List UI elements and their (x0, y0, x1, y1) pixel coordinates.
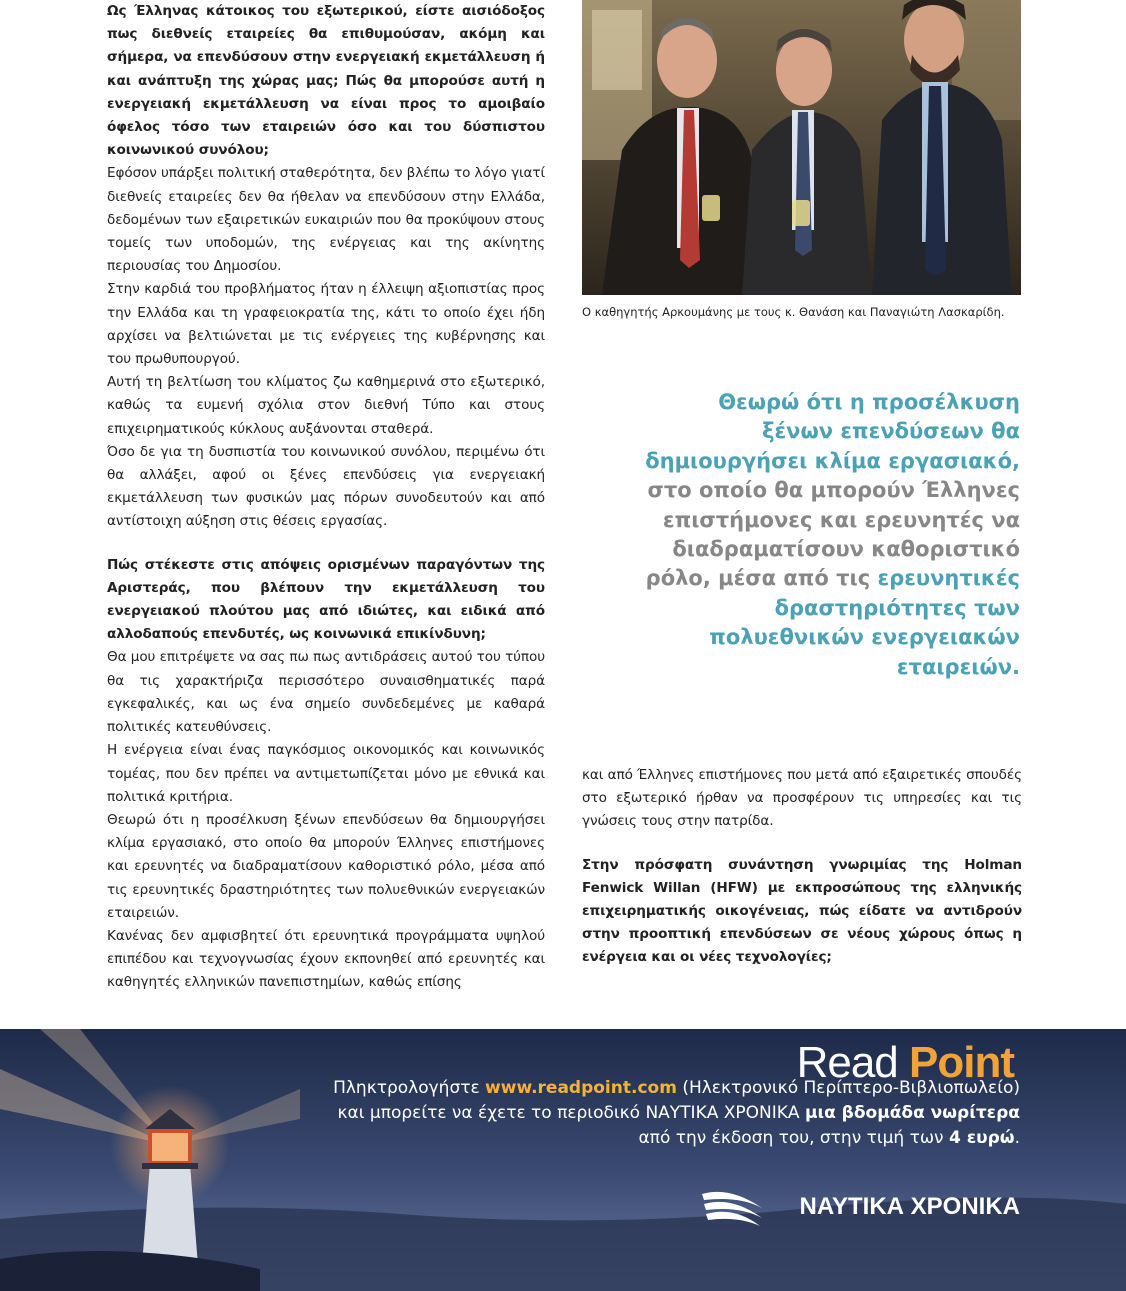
readpoint-url-link[interactable]: www.readpoint.com (485, 1078, 677, 1098)
photo-illustration (582, 0, 1021, 295)
logo-point: Point (909, 1038, 1014, 1087)
nautika-chronika-logo: ΝΑΥΤΙΚΑ ΧΡΟΝΙΚΑ (799, 1193, 1020, 1220)
answer-paragraph: Θεωρώ ότι η προσέλκυση ξένων επενδύσεων θα δημιουργήσει κλίμα εργασιακό, στο οποίο θα μπορούν Έλληνες επιστήμονες και ερευνητές να διαδραματίσουν καθοριστικό ρόλο, μέσα από τις ερευνητικές δραστηριότητες των πολυεθνικών ενεργειακών εταιρειών. (107, 811, 545, 921)
pull-quote (640, 388, 1020, 682)
ad-line-2: και μπορείτε να έχετε το περιοδικό ΝΑΥΤΙΚΑ ΧΡΟΝΙΚΑ μια βδομάδα νωρίτερα (337, 1103, 1020, 1123)
logo-read: Read (796, 1038, 898, 1087)
answer-paragraph: Αυτή τη βελτίωση του κλίματος ζω καθημερινά στο εξωτερικό, καθώς τα ευμενή σχόλια στον διεθνή Τύπο και στους επιχειρηματικούς κύκλους αυξάνονται σταθερά. (107, 374, 545, 437)
left-column (107, 0, 545, 995)
answer-paragraph: Όσο δε για τη δυσπιστία του κοινωνικού συνόλου, περιμένω ότι θα αλλάξει, αφού οι ξένες επενδύσεις για ενεργειακή εκμετάλλευση των φυσικών μας πόρων συνοδευτούν και από αντίστοιχη αύξηση στις θέσεις εργασίας. (107, 443, 545, 530)
answer-paragraph: Στην καρδιά του προβλήματος ήταν η έλλειψη αξιοπιστίας προς την Ελλάδα και τη γραφειοκρατία της, κάτι το οποίο έχει ήδη αρχίσει να βελτιώνεται με τις ενέργειες της κυβέρνησης και του πρωθυπουργού. (107, 281, 545, 368)
pull-quote-highlight: ερευνητικές δραστηριότητες των πολυεθνικών ενεργειακών εταιρειών. (709, 566, 1020, 679)
ad-copy (260, 1076, 1020, 1151)
pull-quote-text: στο οποίο θα μπορούν Έλληνες επιστήμονες και ερευνητές να διαδραματίσουν καθοριστικό ρόλο, μέσα από τις (645, 478, 1020, 591)
right-column (582, 764, 1022, 970)
answer-paragraph: Θα μου επιτρέψετε να σας πω πως αντιδράσεις αυτού του τύπου θα τις χαρακτήριζα περισσότερο συναισθηματικές παρά εγκεφαλικές, και ως ένα σημείο συνδεδεμένες με καθαρά πολιτικές κατευθύνσεις. (107, 649, 545, 736)
answer-paragraph: Κανένας δεν αμφισβητεί ότι ερευνητικά προγράμματα υψηλού επιπέδου και τεχνογνωσίας έχουν εκπονηθεί από ερευνητές και καθηγητές ελληνικών πανεπιστημίων, καθώς επίσης (107, 927, 545, 991)
answer-paragraph: Εφόσον υπάρξει πολιτική σταθερότητα, δεν βλέπω το λόγο γιατί διεθνείς εταιρείες δεν θα ήθελαν να επενδύσουν στην Ελλάδα, δεδομένων των εξαιρετικών ευκαιριών που θα προκύψουν στους τομείς των υποδομών, της ενέργειας και της ακίνητης περιουσίας του Δημοσίου. (107, 165, 545, 275)
answer-paragraph: και από Έλληνες επιστήμονες που μετά από εξαιρετικές σπουδές στο εξωτερικό ήρθαν να προσφέρουν τις υπηρεσίες και τις γνώσεις τους στην πατρίδα. (582, 767, 1022, 830)
ad-line-3: από την έκδοση του, στην τιμή των 4 ευρώ. (638, 1128, 1020, 1148)
pull-quote-highlight: Θεωρώ ότι η προσέλκυση ξένων επενδύσεων θα δημιουργήσει κλίμα εργασιακό, (645, 390, 1020, 473)
answer-paragraph: Η ενέργεια είναι ένας παγκόσμιος οικονομικός και κοινωνικός τομέας, που δεν πρέπει να αντιμετωπίζεται μόνο με εθνικά και πολιτικά κριτήρια. (107, 742, 545, 805)
article-photo (582, 0, 1021, 295)
ad-line-1: Πληκτρολογήστε www.readpoint.com (Ηλεκτρονικό Περίπτερο-Βιβλιοπωλείο) (333, 1078, 1020, 1098)
question-3: Στην πρόσφατη συνάντηση γνωριμίας της Holman Fenwick Willan (HFW) με εκπροσώπους της ελληνικής επιχειρηματικής οικογένειας, πώς είδατε να αντιδρούν στην προοπτική επενδύσεων σε νέους χώρους όπως η ενέργεια και οι νέες τεχνολογίες; (582, 856, 1022, 966)
photo-caption: Ο καθηγητής Αρκουμάνης με τους κ. Θανάση και Παναγιώτη Λασκαρίδη. (582, 305, 1005, 319)
question-1: Ως Έλληνας κάτοικος του εξωτερικού, είστε αισιόδοξος πως διεθνείς εταιρείες θα επιθυμούσαν, ακόμη και σήμερα, να επενδύσουν στην ενεργειακή εκμετάλλευση ή και ανάπτυξη της χώρας μας; Πώς θα μπορούσε αυτή η ενεργειακή εκμετάλλευση να είναι προς το αμοιβαίο όφελος τόσο των εταιρειών όσο και του δύσπιστου κοινωνικού συνόλου; (107, 3, 545, 159)
question-2: Πώς στέκεστε στις απόψεις ορισμένων παραγόντων της Αριστεράς, που βλέπουν την εκμετάλλευση του ενεργειακού πλούτου μας από ιδιώτες, και ειδικά από αλλοδαπούς επενδυτές, ως κοινωνικά επικίνδυνη; (107, 556, 545, 643)
